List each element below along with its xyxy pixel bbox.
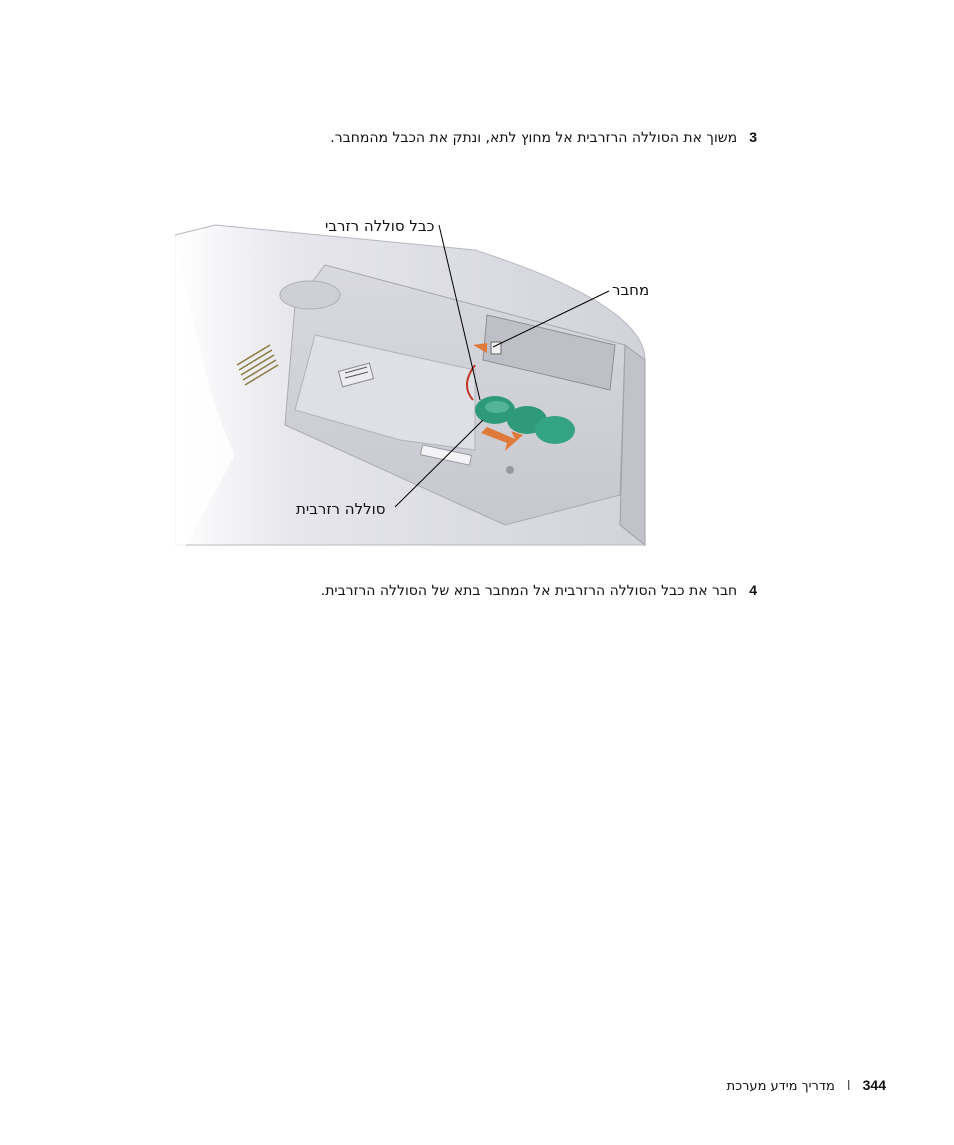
step-4 xyxy=(321,581,757,600)
page-footer xyxy=(727,1077,886,1094)
step-text: חבר את כבל הסוללה הרזרבית אל המחבר בתא של הסוללה הרזרבית. xyxy=(320,583,738,599)
footer-separator: I xyxy=(846,1079,851,1094)
step-3 xyxy=(330,128,757,147)
callout-connector: מחבר xyxy=(612,281,650,299)
footer-title: מדריך מידע מערכת xyxy=(726,1079,835,1094)
step-number: 3 xyxy=(749,129,757,145)
step-text: משוך את הסוללה הרזרבית אל מחוץ לתא, ונתק את הכבל מהמחבר. xyxy=(330,130,738,146)
laptop-bottom-image xyxy=(175,195,665,565)
page-number: 344 xyxy=(862,1077,886,1093)
battery-illustration xyxy=(175,195,665,565)
step-number: 4 xyxy=(749,582,757,598)
callout-backup-battery: סוללה רזרבית xyxy=(296,500,386,518)
callout-battery-cable: כבל סוללה רזרבי xyxy=(325,217,435,235)
